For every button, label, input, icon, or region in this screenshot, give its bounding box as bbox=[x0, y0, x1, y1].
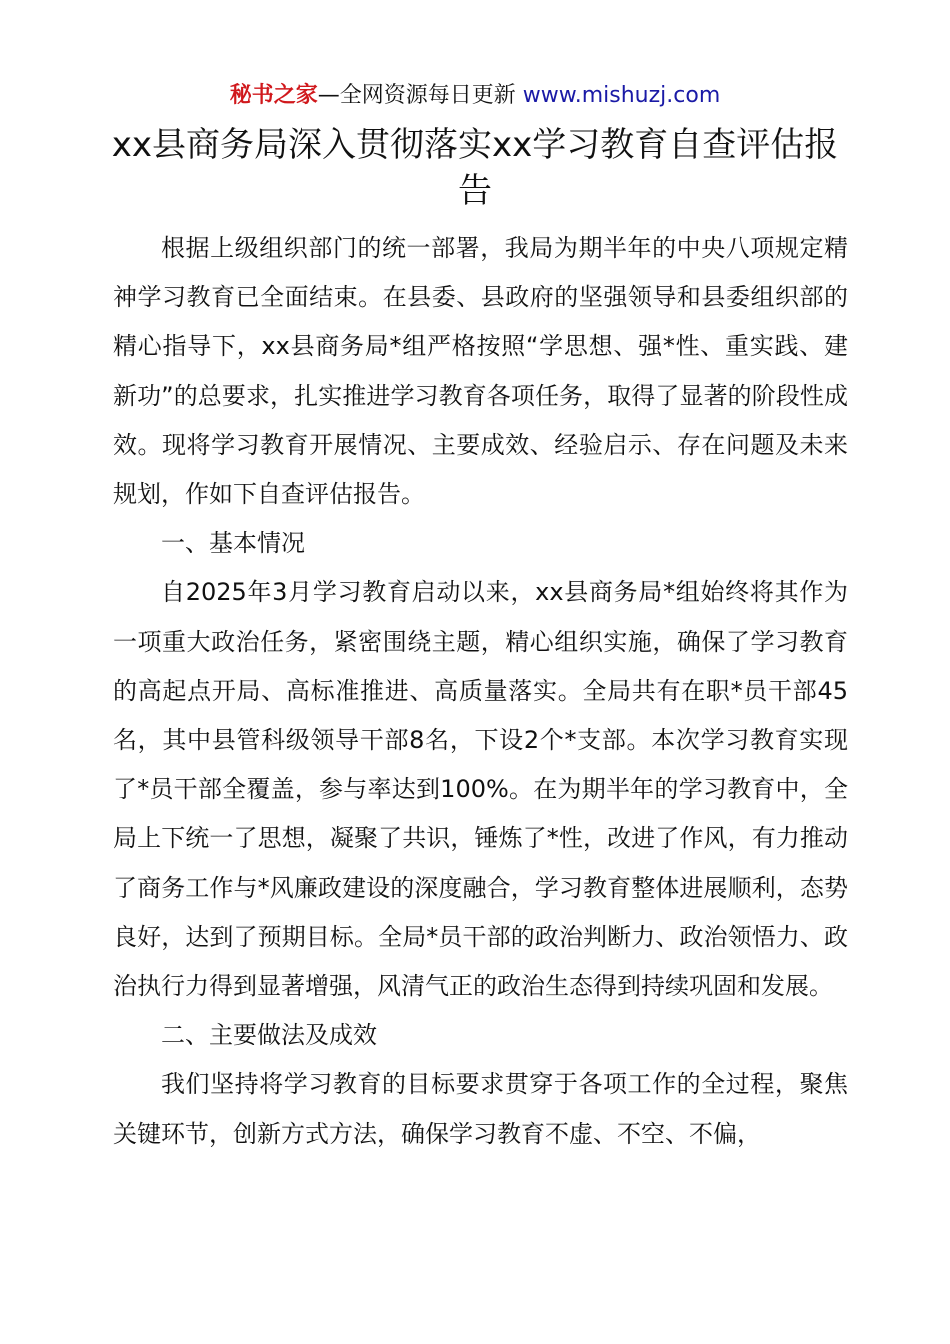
site-banner bbox=[0, 80, 950, 112]
site-url-link[interactable]: www.mishuzj.com bbox=[522, 83, 721, 108]
brand-name: 秘书之家 bbox=[229, 83, 318, 108]
banner-tagline: —全网资源每日更新 bbox=[317, 83, 523, 108]
main-practices-paragraph: 我们坚持将学习教育的目标要求贯穿于各项工作的全过程，聚焦关键环节，创新方式方法，确保学习教育不虚、不空、不偏， bbox=[113, 1070, 848, 1148]
document-body bbox=[113, 224, 848, 1159]
basic-situation-paragraph: 自2025年3月学习教育启动以来，xx县商务局*组始终将其作为一项重大政治任务，紧密围绕主题，精心组织实施，确保了学习教育的高起点开局、高标准推进、高质量落实。全局共有在职*员干部45名，其中县管科级领导干部8名，下设2个*支部。本次学习教育实现了*员干部全覆盖，参与率达到100%。在为期半年的学习教育中，全局上下统一了思想，凝聚了共识，锤炼了*性，改进了作风，有力推动了商务工作与*风廉政建设的深度融合，学习教育整体进展顺利，态势良好，达到了预期目标。全局*员干部的政治判断力、政治领悟力、政治执行力得到显著增强，风清气正的政治生态得到持续巩固和发展。 bbox=[113, 578, 848, 1001]
document-title: xx县商务局深入贯彻落实xx学习教育自查评估报告 bbox=[111, 125, 839, 211]
section-heading-basic-situation: 一、基本情况 bbox=[161, 529, 305, 558]
intro-paragraph: 根据上级组织部门的统一部署，我局为期半年的中央八项规定精神学习教育已全面结束。在县委、县政府的坚强领导和县委组织部的精心指导下，xx县商务局*组严格按照“学思想、强*性、重实践、建新功”的总要求，扎实推进学习教育各项任务，取得了显著的阶段性成效。现将学习教育开展情况、主要成效、经验启示、存在问题及未来规划，作如下自查评估报告。 bbox=[113, 234, 848, 509]
section-heading-main-practices: 二、主要做法及成效 bbox=[161, 1021, 377, 1050]
